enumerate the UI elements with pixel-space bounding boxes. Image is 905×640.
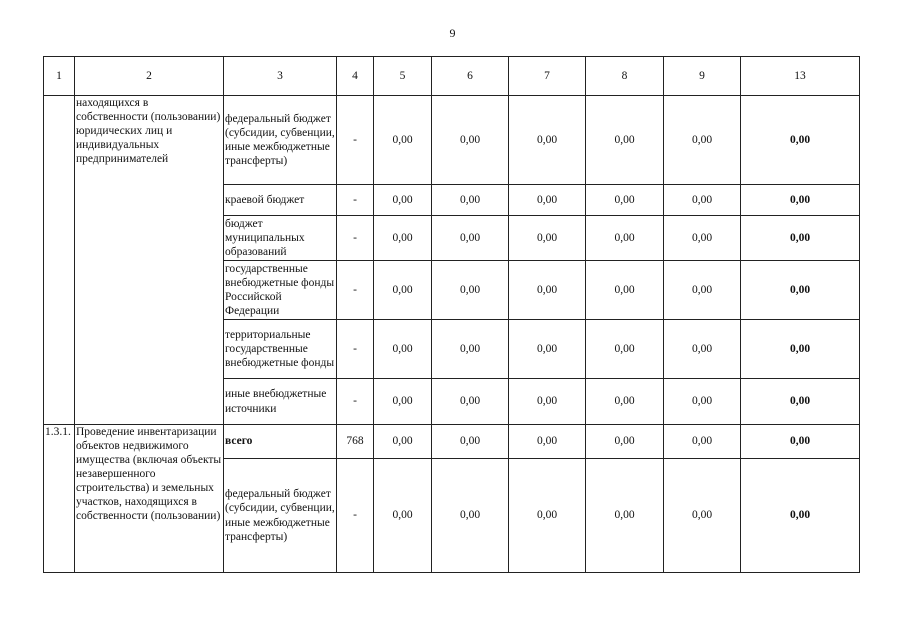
funding-source-cell: государственные внебюджетные фонды Российской Федерации [224,261,337,320]
code-cell: - [337,320,374,379]
header-cell-4: 4 [337,57,374,96]
value-cell: 0,00 [586,459,664,573]
total-cell: 0,00 [741,216,860,261]
value-cell: 0,00 [509,459,586,573]
table-row [44,96,860,185]
code-cell: - [337,379,374,425]
value-cell: 0,00 [664,261,741,320]
funding-source-cell: иные внебюджетные источники [224,379,337,425]
value-cell: 0,00 [432,216,509,261]
value-cell: 0,00 [586,379,664,425]
funding-source-cell: всего [224,425,337,459]
code-cell: - [337,216,374,261]
value-cell: 0,00 [509,216,586,261]
value-cell: 0,00 [586,216,664,261]
code-cell: - [337,459,374,573]
code-cell: 768 [337,425,374,459]
value-cell: 0,00 [664,216,741,261]
total-cell: 0,00 [741,261,860,320]
value-cell: 0,00 [586,320,664,379]
value-cell: 0,00 [432,425,509,459]
value-cell: 0,00 [664,185,741,216]
header-cell-3: 3 [224,57,337,96]
total-cell: 0,00 [741,185,860,216]
value-cell: 0,00 [586,185,664,216]
value-cell: 0,00 [509,96,586,185]
value-cell: 0,00 [374,185,432,216]
value-cell: 0,00 [664,320,741,379]
value-cell: 0,00 [586,261,664,320]
header-cell-6: 6 [432,57,509,96]
value-cell: 0,00 [432,379,509,425]
header-cell-7: 7 [509,57,586,96]
value-cell: 0,00 [509,261,586,320]
funding-source-cell: краевой бюджет [224,185,337,216]
header-cell-9: 9 [664,57,741,96]
value-cell: 0,00 [374,261,432,320]
value-cell: 0,00 [374,216,432,261]
value-cell: 0,00 [432,261,509,320]
value-cell: 0,00 [432,320,509,379]
value-cell: 0,00 [432,459,509,573]
row-number-cell [44,96,75,425]
event-name-cell: находящихся в собственности (пользовании) юридических лиц и индивидуальных предпринимателей [75,96,224,425]
total-cell: 0,00 [741,379,860,425]
value-cell: 0,00 [374,96,432,185]
code-cell: - [337,261,374,320]
value-cell: 0,00 [509,425,586,459]
value-cell: 0,00 [586,96,664,185]
header-cell-1: 1 [44,57,75,96]
value-cell: 0,00 [664,379,741,425]
value-cell: 0,00 [509,379,586,425]
table-row [44,425,860,459]
code-cell: - [337,185,374,216]
event-name-cell: Проведение инвентаризации объектов недвижимого имущества (включая объекты незавершенного строительства) и земельных участков, находящихся в собственности (пользовании) [75,425,224,573]
page-number: 9 [449,26,456,40]
header-cell-8: 8 [586,57,664,96]
total-cell: 0,00 [741,425,860,459]
total-cell: 0,00 [741,96,860,185]
value-cell: 0,00 [664,425,741,459]
budget-table [43,56,860,573]
total-cell: 0,00 [741,320,860,379]
header-cell-5: 5 [374,57,432,96]
header-cell-13: 13 [741,57,860,96]
header-cell-2: 2 [75,57,224,96]
value-cell: 0,00 [509,185,586,216]
total-cell: 0,00 [741,459,860,573]
funding-source-cell: федеральный бюджет (субсидии, субвенции, иные межбюджетные трансферты) [224,459,337,573]
funding-source-cell: федеральный бюджет (субсидии, субвенции, иные межбюджетные трансферты) [224,96,337,185]
row-number-cell: 1.3.1. [44,425,75,573]
value-cell: 0,00 [374,459,432,573]
code-cell: - [337,96,374,185]
value-cell: 0,00 [509,320,586,379]
value-cell: 0,00 [432,96,509,185]
value-cell: 0,00 [586,425,664,459]
value-cell: 0,00 [432,185,509,216]
value-cell: 0,00 [664,459,741,573]
value-cell: 0,00 [664,96,741,185]
value-cell: 0,00 [374,379,432,425]
value-cell: 0,00 [374,320,432,379]
value-cell: 0,00 [374,425,432,459]
funding-source-cell: бюджет муниципальных образований [224,216,337,261]
header-row [44,57,860,96]
funding-source-cell: территориальные государственные внебюджетные фонды [224,320,337,379]
